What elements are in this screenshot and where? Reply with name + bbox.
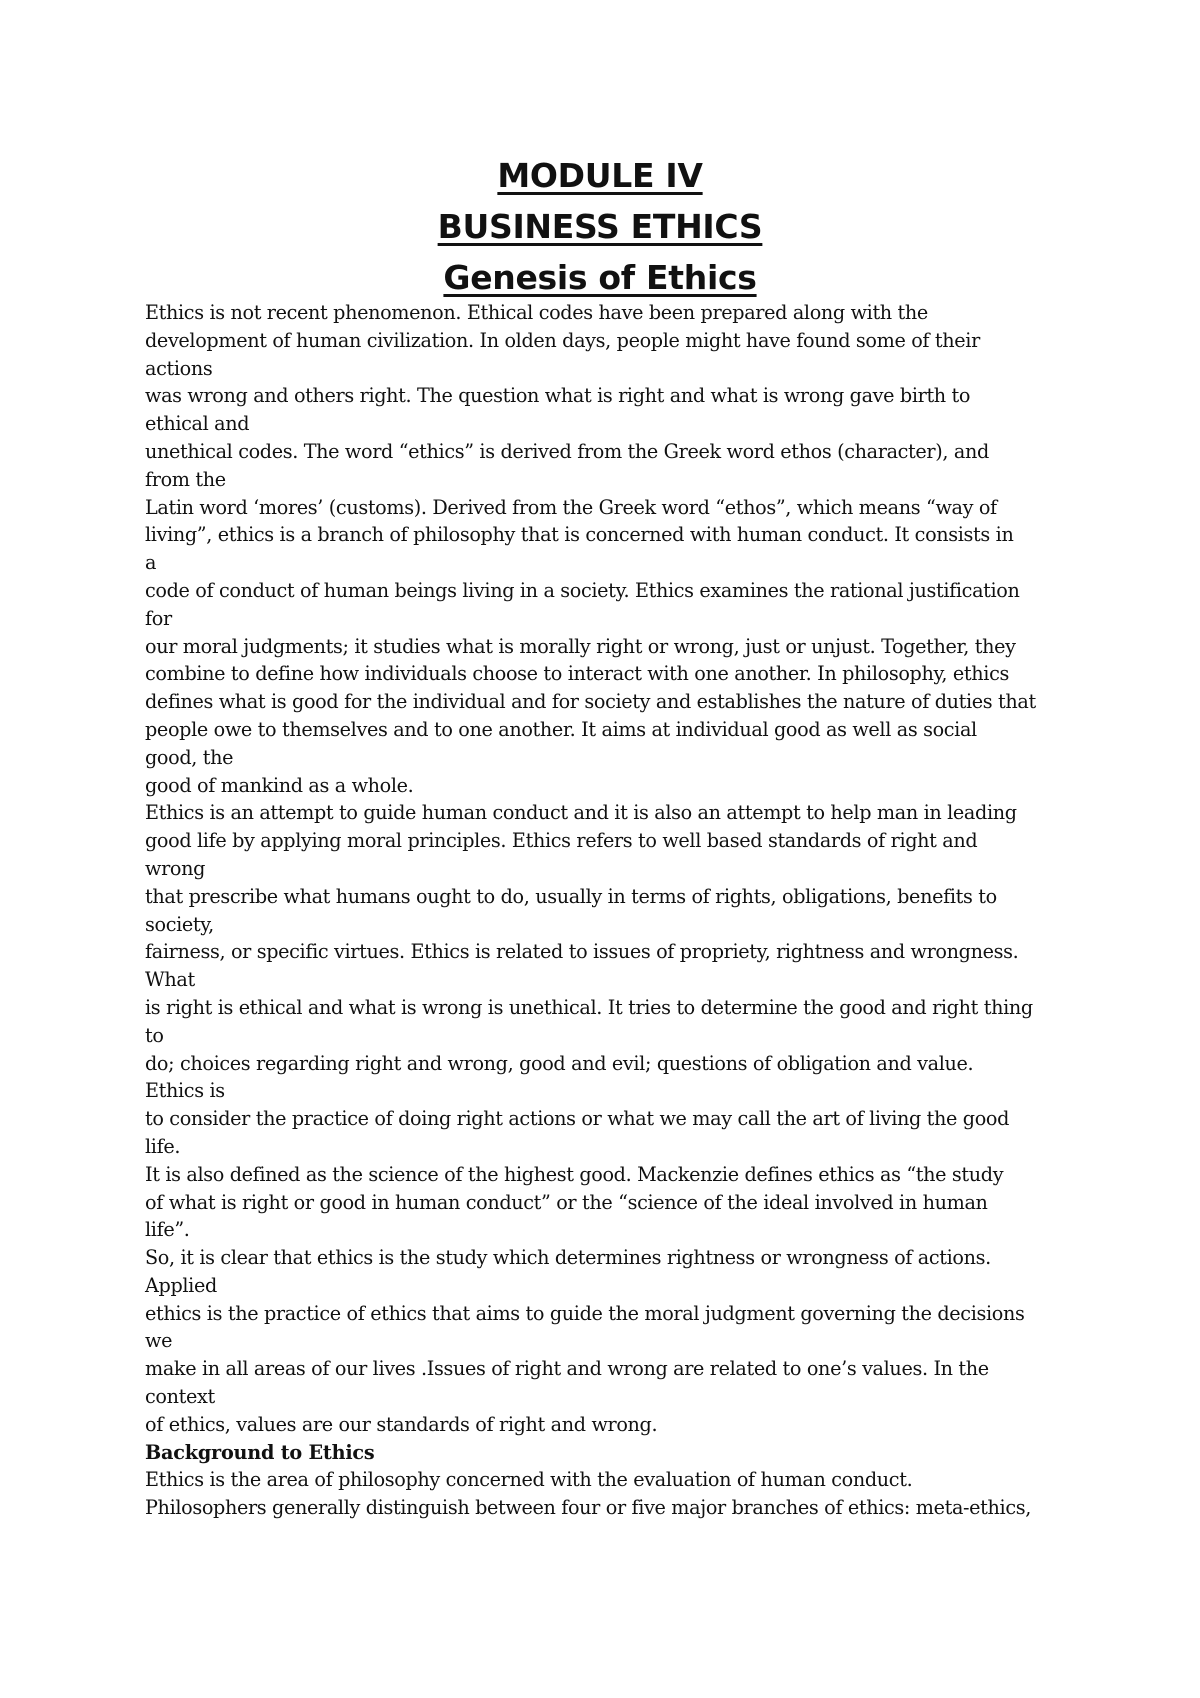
text-line: Ethics is (145, 1079, 225, 1103)
text-line: Ethics is not recent phenomenon. Ethical codes have been prepared along with the (145, 301, 928, 324)
text-line: good life by applying moral principles. Ethics refers to well based standards of right and (145, 829, 978, 853)
text-line: ethics is the practice of ethics that aims to guide the moral judgment governing the decisions (145, 1301, 1025, 1325)
body-text (145, 299, 1095, 1522)
heading-block (0, 150, 1200, 303)
text-line: unethical codes. The word “ethics” is derived from the Greek word ethos (character), and (145, 439, 989, 463)
text-line: is right is ethical and what is wrong is unethical. It tries to determine the good and right thing (145, 995, 1033, 1019)
subsection-heading: Background to Ethics (145, 1440, 375, 1464)
text-line: What (145, 968, 195, 992)
text-line: to (145, 1023, 164, 1047)
text-line: we (145, 1329, 173, 1353)
section-title: Genesis of Ethics (443, 258, 757, 297)
text-line: Applied (145, 1273, 217, 1297)
text-line: good, the (145, 745, 234, 769)
text-line: society, (145, 912, 214, 936)
text-line: Latin word ‘mores’ (customs). Derived from the Greek word “ethos”, which means “way of (145, 495, 997, 519)
text-line: to consider the practice of doing right actions or what we may call the art of living the good (145, 1107, 1010, 1131)
text-line: wrong (145, 856, 206, 880)
text-line: development of human civilization. In olden days, people might have found some of their (145, 328, 980, 352)
text-line: code of conduct of human beings living in a society. Ethics examines the rational justification (145, 578, 1020, 602)
text-line: from the (145, 467, 226, 491)
text-line: a (145, 551, 157, 575)
text-line: ethical and (145, 412, 250, 436)
text-line: It is also defined as the science of the highest good. Mackenzie defines ethics as “the study (145, 1162, 1004, 1186)
text-line: combine to define how individuals choose to interact with one another. In philosophy, ethics (145, 662, 1009, 686)
module-title: MODULE IV (497, 156, 703, 195)
text-line: good of mankind as a whole. (145, 773, 414, 797)
text-line: Philosophers generally distinguish between four or five major branches of ethics: meta-ethics, (145, 1496, 1031, 1520)
text-line: was wrong and others right. The question what is right and what is wrong gave birth to (145, 384, 971, 408)
text-line: So, it is clear that ethics is the study which determines rightness or wrongness of actions. (145, 1246, 991, 1270)
text-line: fairness, or specific virtues. Ethics is related to issues of propriety, rightness and wrongness. (145, 940, 1019, 964)
text-line: do; choices regarding right and wrong, good and evil; questions of obligation and value. (145, 1051, 974, 1075)
text-line: of ethics, values are our standards of right and wrong. (145, 1412, 658, 1436)
text-line: of what is right or good in human conduct” or the “science of the ideal involved in human (145, 1190, 988, 1214)
text-line: Ethics is the area of philosophy concerned with the evaluation of human conduct. (145, 1468, 913, 1492)
text-line: context (145, 1385, 215, 1409)
text-line: life”. (145, 1218, 190, 1242)
text-line: make in all areas of our lives .Issues of right and wrong are related to one’s values. In the (145, 1357, 989, 1381)
text-line: for (145, 606, 172, 630)
text-line: actions (145, 356, 213, 380)
text-line: living”, ethics is a branch of philosophy that is concerned with human conduct. It consists in (145, 523, 1014, 547)
subject-title: BUSINESS ETHICS (437, 207, 763, 246)
text-line: people owe to themselves and to one another. It aims at individual good as well as social (145, 717, 977, 741)
text-line: that prescribe what humans ought to do, usually in terms of rights, obligations, benefits to (145, 884, 997, 908)
text-line: life. (145, 1134, 181, 1158)
text-line: Ethics is an attempt to guide human conduct and it is also an attempt to help man in leading (145, 801, 1017, 825)
text-line: defines what is good for the individual and for society and establishes the nature of duties that (145, 690, 1036, 714)
text-line: our moral judgments; it studies what is morally right or wrong, just or unjust. Together, they (145, 634, 1016, 658)
